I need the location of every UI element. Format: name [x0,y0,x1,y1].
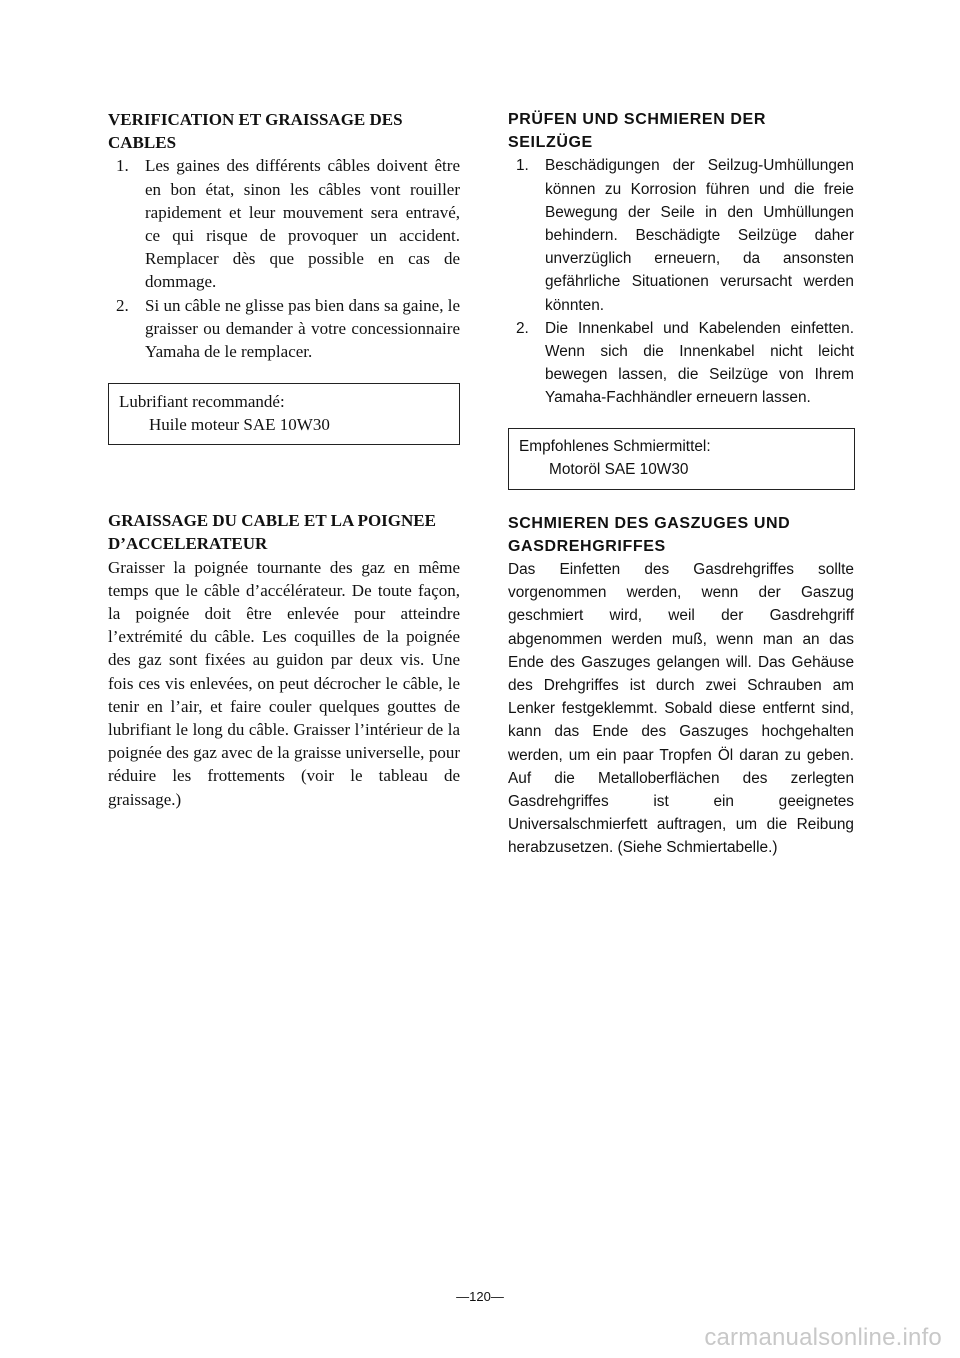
list-item-number: 1. [516,157,529,175]
fr-title1-line1: VERIFICATION ET GRAISSAGE DES [108,110,403,129]
fr-cable-list [108,154,460,363]
french-column [108,108,460,811]
fr-title2-line2: D’ACCELERATEUR [108,534,268,554]
fr-section2-body: Graisser la poignée tournante des gaz en même temps que le câble d’accélérateur. De toute façon, la poignée doit être enlevée pour atteindre l’extrémité du câble. Les coquilles de la poignée des gaz sont fixées au guidon par deux vis. Une fois ces vis enlevées, on peut décrocher le câble, le tenir en l’air, et faire couler quelques gouttes de lubrifiant le long du câble. Graisser l’intérieur de la poignée des gaz avec de la graisse universelle, pour réduire les frottements (voir le tableau de graissage.) [108,557,460,809]
de-title1-line2: SEILZÜGE [508,134,593,152]
de-title2-line1: SCHMIEREN DES GASZUGES UND [508,514,791,532]
list-item [108,294,460,364]
lubricant-value: Huile moteur SAE 10W30 [149,415,330,435]
fr-section2 [108,509,460,811]
fr-title2-line1: GRAISSAGE DU CABLE ET LA POIGNEE [108,511,436,531]
fr-section1-title [108,108,460,154]
fr-title1-line2: CABLES [108,133,177,153]
watermark: carmanualsonline.info [704,1324,942,1351]
lubricant-label: Empfohlenes Schmiermittel: [519,437,711,455]
fr-lubricant-box [108,383,460,445]
list-item-number: 2. [516,319,529,337]
list-item [108,154,460,293]
list-item [508,154,854,316]
fr-section2-title [108,509,460,555]
de-cable-list [508,154,854,409]
de-title2-line2: GASDREHGRIFFES [508,537,666,555]
list-item-number: 1. [116,156,129,176]
page-number: —120— [456,1289,504,1304]
de-section2 [508,512,854,860]
list-item-number: 2. [116,295,129,315]
de-section2-body: Das Einfetten des Gasdrehgriffes sollte vorgenommen werden, wenn der Gaszug geschmiert wird, weil der Gasdrehgriff abgenommen werden muß, wenn man an das Ende des Gaszuges gelangen will. Das Gehäuse des Drehgriffes ist durch zwei Schrauben am Lenker festgeklemmt. Sobald diese entfernt sind, kann das Ende des Gaszuges hochgehalten werden, um ein paar Tropfen Öl daran zu geben. Auf die Metalloberflächen des zerlegten Gasdrehgriffes ist ein geeignetes Universalschmierfett auftragen, um die Reibung herabzusetzen. (Siehe Schmiertabelle.) [508,561,854,857]
lubricant-label: Lubrifiant recommandé: [119,392,285,412]
list-item [508,317,854,410]
de-title1-line1: PRÜFEN UND SCHMIEREN DER [508,111,766,128]
de-section1-title [508,108,854,154]
list-item-text: Beschädigungen der Seilzug-Umhüllungen können zu Korrosion führen und die freie Bewegung der Seile in den Umhüllungen behindern. Beschädigte Seilzüge daher unverzüglich erneuern, da ansonsten gefährliche Situationen verursacht werden könnten. [545,157,854,314]
list-item-text: Les gaines des différents câbles doivent être en bon état, sinon les câbles vont rouiller rapidement et leur mouvement sera entravé, ce qui risque de provoquer un accident. Remplacer dès que possible en cas de dommage. [145,156,460,292]
de-section2-title [508,512,854,558]
german-column [508,108,854,860]
list-item-text: Si un câble ne glisse pas bien dans sa gaine, le graisser ou demander à votre concessionnaire Yamaha de le remplacer. [145,295,460,362]
list-item-text: Die Innenkabel und Kabelenden einfetten. Wenn sich die Innenkabel nicht leicht bewegen lassen, die Seilzüge von Ihrem Yamaha-Fachhändler erneuern lassen. [545,319,854,407]
lubricant-value: Motoröl SAE 10W30 [549,460,689,478]
de-lubricant-box [508,428,855,490]
